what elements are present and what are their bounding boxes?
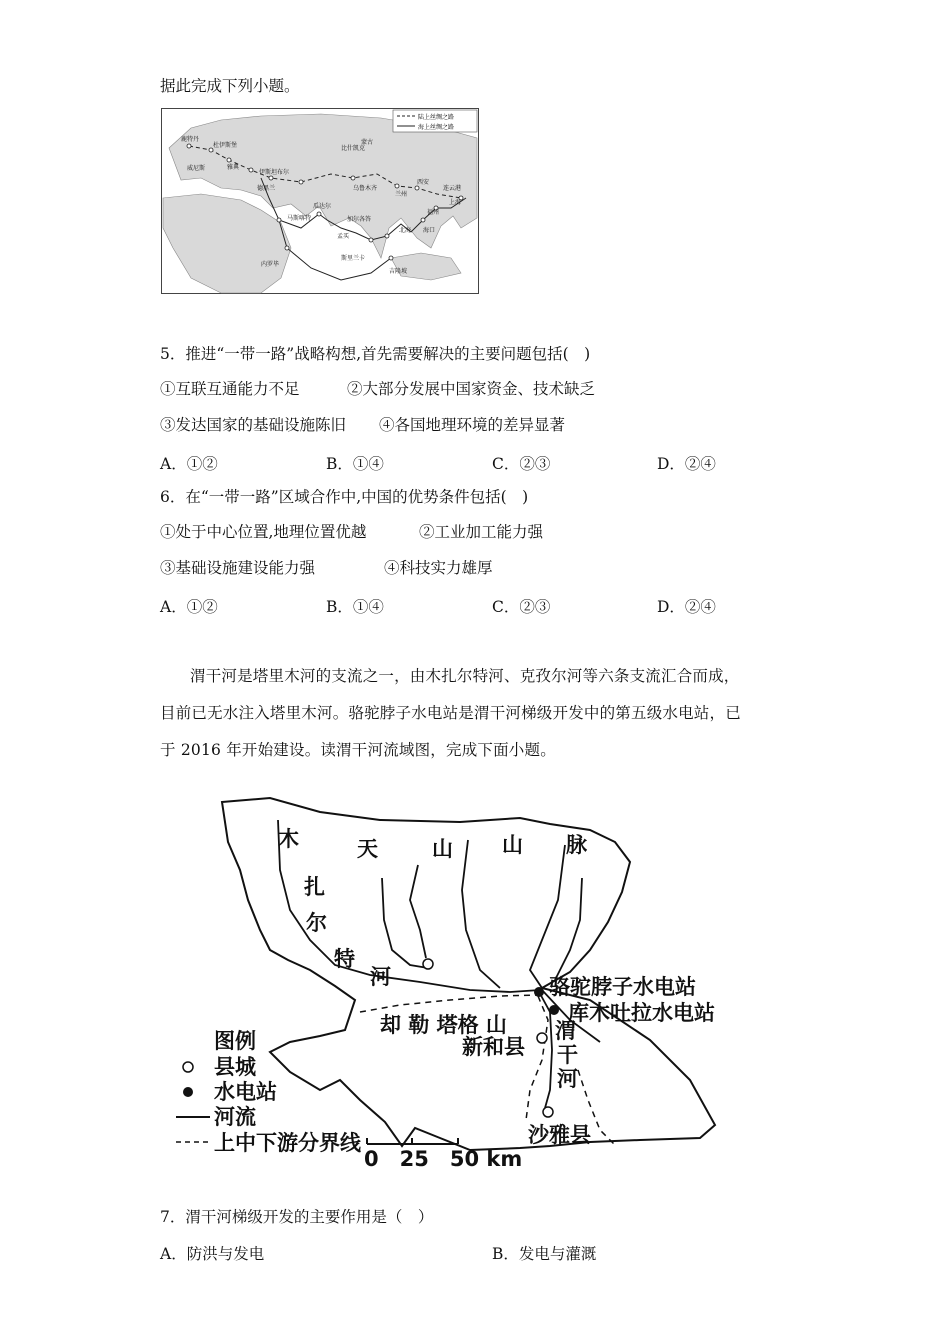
legend-boundary-label: 上中下游分界线 [214,1131,361,1155]
station-luotuo-label: 骆驼脖子水电站 [549,975,696,999]
q6-statement-1: ①处于中心位置,地理位置优越 [160,523,367,541]
scale-label: 0 25 50 km [364,1147,523,1171]
county-xinhe-dot [537,1033,547,1043]
city-fuzhou: 福州 [427,209,440,216]
label-gan: 干 [557,1043,578,1067]
label-shan2: 山 [502,833,523,857]
label-wei: 渭 [555,1019,576,1043]
q5-option-c[interactable]: C．②③ [492,455,551,473]
legend-county-label: 县城 [214,1055,256,1079]
city-colombo: 斯里兰卡 [341,255,366,262]
city-gwadar: 瓜达尔 [313,203,332,210]
city-almaty: 比什凯克 [341,145,366,152]
label-mai: 脉 [566,833,587,857]
city-xian: 西安 [417,179,430,186]
legend-sea-label: 海上丝绸之路 [418,124,455,131]
city-nairobi: 内罗毕 [261,261,280,268]
legend-station-label: 水电站 [214,1080,277,1104]
passage-line-3: 于 2016 年开始建设。读渭干河流域图，完成下面小题。 [160,741,556,759]
passage-line-1: 渭干河是塔里木河的支流之一，由木扎尔特河、克孜尔河等六条支流汇合而成， [190,667,740,685]
city-duisburg: 杜伊斯堡 [213,142,238,149]
q5-option-b[interactable]: B．①④ [326,455,384,473]
station-kumutula-dot [549,1005,559,1015]
city-venice: 威尼斯 [187,165,206,172]
passage-line-2: 目前已无水注入塔里木河。骆驼脖子水电站是渭干河梯级开发中的第五级水电站，已 [160,704,741,722]
city-lanzhou: 兰州 [395,191,408,198]
label-zha: 扎 [304,875,325,899]
label-er: 尔 [306,911,327,935]
city-haikou: 海口 [423,227,436,234]
city-mumbai: 孟买 [337,233,350,240]
q7-option-b[interactable]: B．发电与灌溉 [492,1245,597,1263]
label-he2: 河 [557,1067,578,1091]
station-luotuo-dot [534,987,544,997]
city-istanbul: 伊斯坦布尔 [259,169,290,176]
city-kolkata: 加尔各答 [347,216,372,223]
legend-station-symbol [183,1087,193,1097]
q6-stem: 6．在“一带一路”区域合作中,中国的优势条件包括( ) [160,488,529,506]
label-he: 河 [370,965,391,989]
label-mu: 木 [278,827,299,851]
q5-option-d[interactable]: D．②④ [657,455,716,473]
county-shaya-label: 沙雅县 [528,1123,591,1147]
q6-statement-2: ②工业加工能力强 [419,523,544,541]
city-athens: 雅典 [227,164,240,171]
label-queletage: 却 勒 塔格 山 [380,1013,507,1037]
q5-statement-2: ②大部分发展中国家资金、技术缺乏 [347,380,596,398]
city-shanghai: 上海 [449,199,462,206]
legend-county-symbol [183,1062,193,1072]
city-rotterdam: 鹿特丹 [181,136,200,143]
weigan-basin-map [170,790,750,1180]
station-kumutula-label: 库木吐拉水电站 [568,1001,715,1025]
q6-option-a[interactable]: A．①② [160,598,218,616]
legend-river-label: 河流 [214,1105,256,1129]
q6-option-d[interactable]: D．②④ [657,598,716,616]
city-beihai: 北海 [399,227,412,234]
city-urumqi: 乌鲁木齐 [353,185,378,192]
intro-text: 据此完成下列小题。 [160,77,300,95]
city-jakarta: 吉隆坡 [389,268,408,275]
county-xinhe-label: 新和县 [462,1035,525,1059]
q6-option-b[interactable]: B．①④ [326,598,384,616]
q6-statement-4: ④科技实力雄厚 [384,559,493,577]
city-tehran: 德黑兰 [257,185,276,192]
q5-stem: 5．推进“一带一路”战略构想,首先需要解决的主要问题包括( ) [160,345,591,363]
legend-title: 图例 [214,1029,256,1053]
county-shaya-dot [543,1107,553,1117]
q5-statement-4: ④各国地理环境的差异显著 [379,416,566,434]
city-muscat: 马斯喀特 [287,215,312,222]
silk-road-map [161,108,479,294]
label-shan1: 山 [432,837,453,861]
q5-statement-1: ①互联互通能力不足 [160,380,300,398]
q6-statement-3: ③基础设施建设能力强 [160,559,316,577]
city-mongolia: 蒙古 [361,139,374,146]
label-te: 特 [334,947,355,971]
q6-option-c[interactable]: C．②③ [492,598,551,616]
city-lianyungang: 连云港 [443,185,462,192]
legend-land-label: 陆上丝绸之路 [418,114,455,121]
q5-option-a[interactable]: A．①② [160,455,218,473]
q7-option-a[interactable]: A．防洪与发电 [160,1245,265,1263]
q5-statement-3: ③发达国家的基础设施陈旧 [160,416,347,434]
q7-stem: 7．渭干河梯级开发的主要作用是（ ） [160,1208,434,1226]
label-tian: 天 [357,837,378,861]
